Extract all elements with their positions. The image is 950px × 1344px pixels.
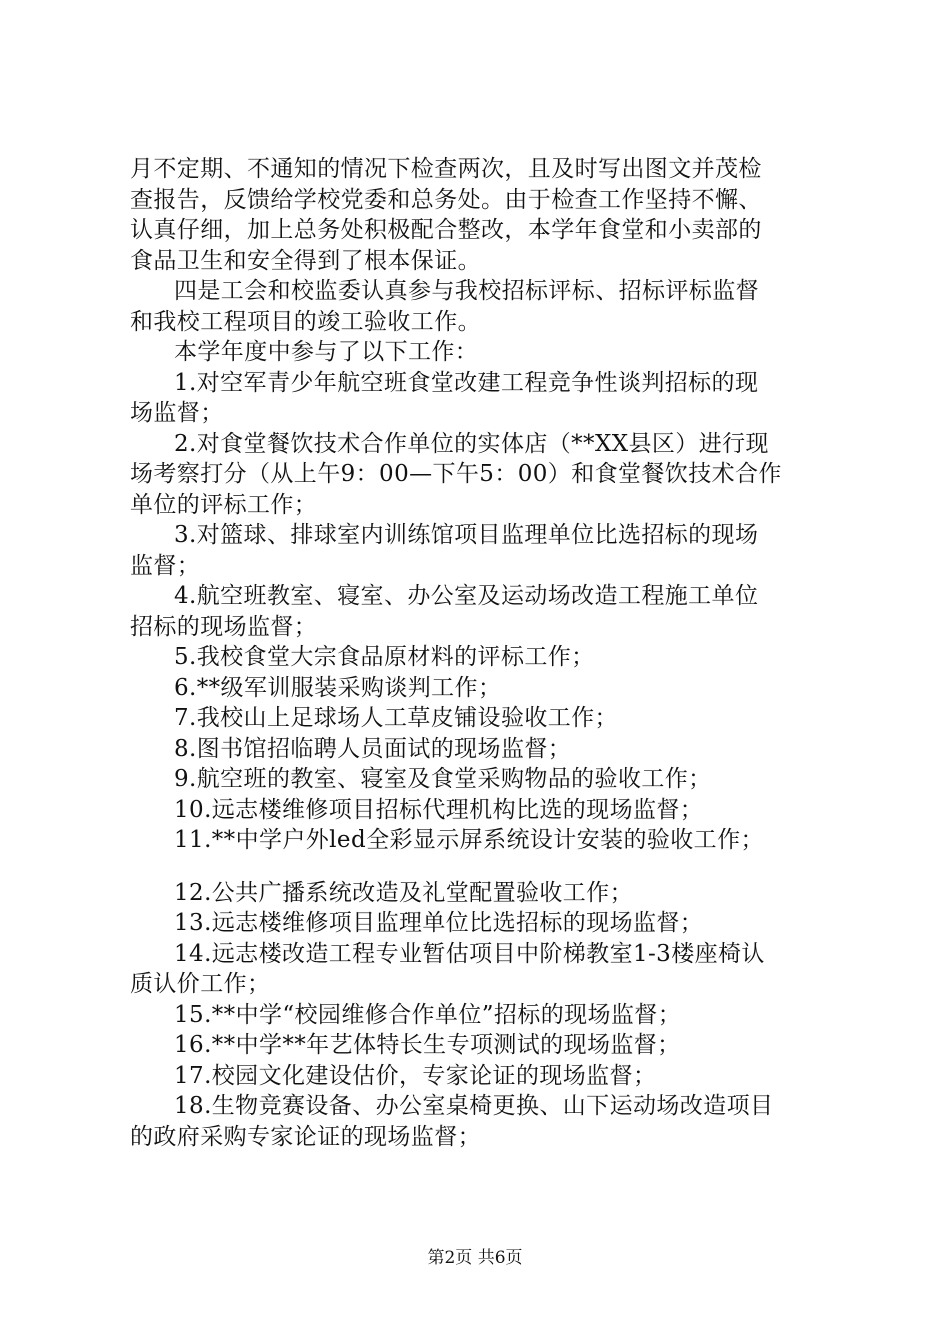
- list-item: 13.远志楼维修项目监理单位比选招标的现场监督；: [174, 910, 704, 936]
- text-line: 查报告，反馈给学校党委和总务处。由于检查工作坚持不懈、: [130, 186, 762, 213]
- list-item: 1.对空军青少年航空班食堂改建工程竞争性谈判招标的现: [174, 369, 759, 396]
- text-line: 的政府采购专家论证的现场监督；: [130, 1123, 481, 1150]
- list-item: 2.对食堂餐饮技术合作单位的实体店（**XX县区）进行现: [174, 430, 769, 457]
- list-item: 11.**中学户外led全彩显示屏系统设计安装的验收工作；: [174, 827, 764, 853]
- text-line: 监督；: [130, 552, 201, 579]
- paragraph-gap: [130, 856, 830, 878]
- list-item: 14.远志楼改造工程专业暂估项目中阶梯教室1-3楼座椅认: [174, 940, 765, 967]
- list-item: 18.生物竞赛设备、办公室桌椅更换、山下运动场改造项目: [174, 1093, 774, 1119]
- list-item: 8.图书馆招临聘人员面试的现场监督；: [174, 735, 572, 762]
- page-footer: 第2页 共6页: [427, 1248, 523, 1268]
- list-item: 7.我校山上足球场人工草皮铺设验收工作；: [174, 705, 618, 731]
- list-item: 16.**中学**年艺体特长生专项测试的现场监督；: [174, 1032, 681, 1058]
- list-item: 3.对篮球、排球室内训练馆项目监理单位比选招标的现场: [174, 522, 759, 548]
- text-line: 质认价工作；: [130, 971, 271, 997]
- text-line: 四是工会和校监委认真参与我校招标评标、招标评标监督: [174, 278, 759, 304]
- text-line: 食品卫生和安全得到了根本保证。: [130, 247, 481, 274]
- list-item: 10.远志楼维修项目招标代理机构比选的现场监督；: [174, 796, 704, 823]
- list-item: 5.我校食堂大宗食品原材料的评标工作；: [174, 644, 595, 670]
- text-line: 场监督；: [130, 400, 224, 426]
- text-line: 场考察打分（从上午9：00—下午5：00）和食堂餐饮技术合作: [130, 461, 782, 487]
- text-line: 认真仔细，加上总务处积极配合整改，本学年食堂和小卖部的: [130, 217, 762, 243]
- document-body: [130, 154, 830, 1152]
- text-line: 单位的评标工作；: [130, 491, 318, 518]
- text-line: 招标的现场监督；: [130, 613, 318, 640]
- list-item: 6.**级军训服装采购谈判工作；: [174, 674, 502, 701]
- text-line: 和我校工程项目的竣工验收工作。: [130, 308, 481, 335]
- text-line: 本学年度中参与了以下工作：: [174, 339, 479, 365]
- text-line: 月不定期、不通知的情况下检查两次，且及时写出图文并茂检: [130, 156, 762, 182]
- list-item: 17.校园文化建设估价，专家论证的现场监督；: [174, 1062, 657, 1089]
- list-item: 15.**中学“校园维修合作单位”招标的现场监督；: [174, 1001, 682, 1028]
- list-item: 12.公共广播系统改造及礼堂配置验收工作；: [174, 879, 633, 906]
- list-item: 4.航空班教室、寝室、办公室及运动场改造工程施工单位: [174, 583, 759, 609]
- list-item: 9.航空班的教室、寝室及食堂采购物品的验收工作；: [174, 766, 712, 792]
